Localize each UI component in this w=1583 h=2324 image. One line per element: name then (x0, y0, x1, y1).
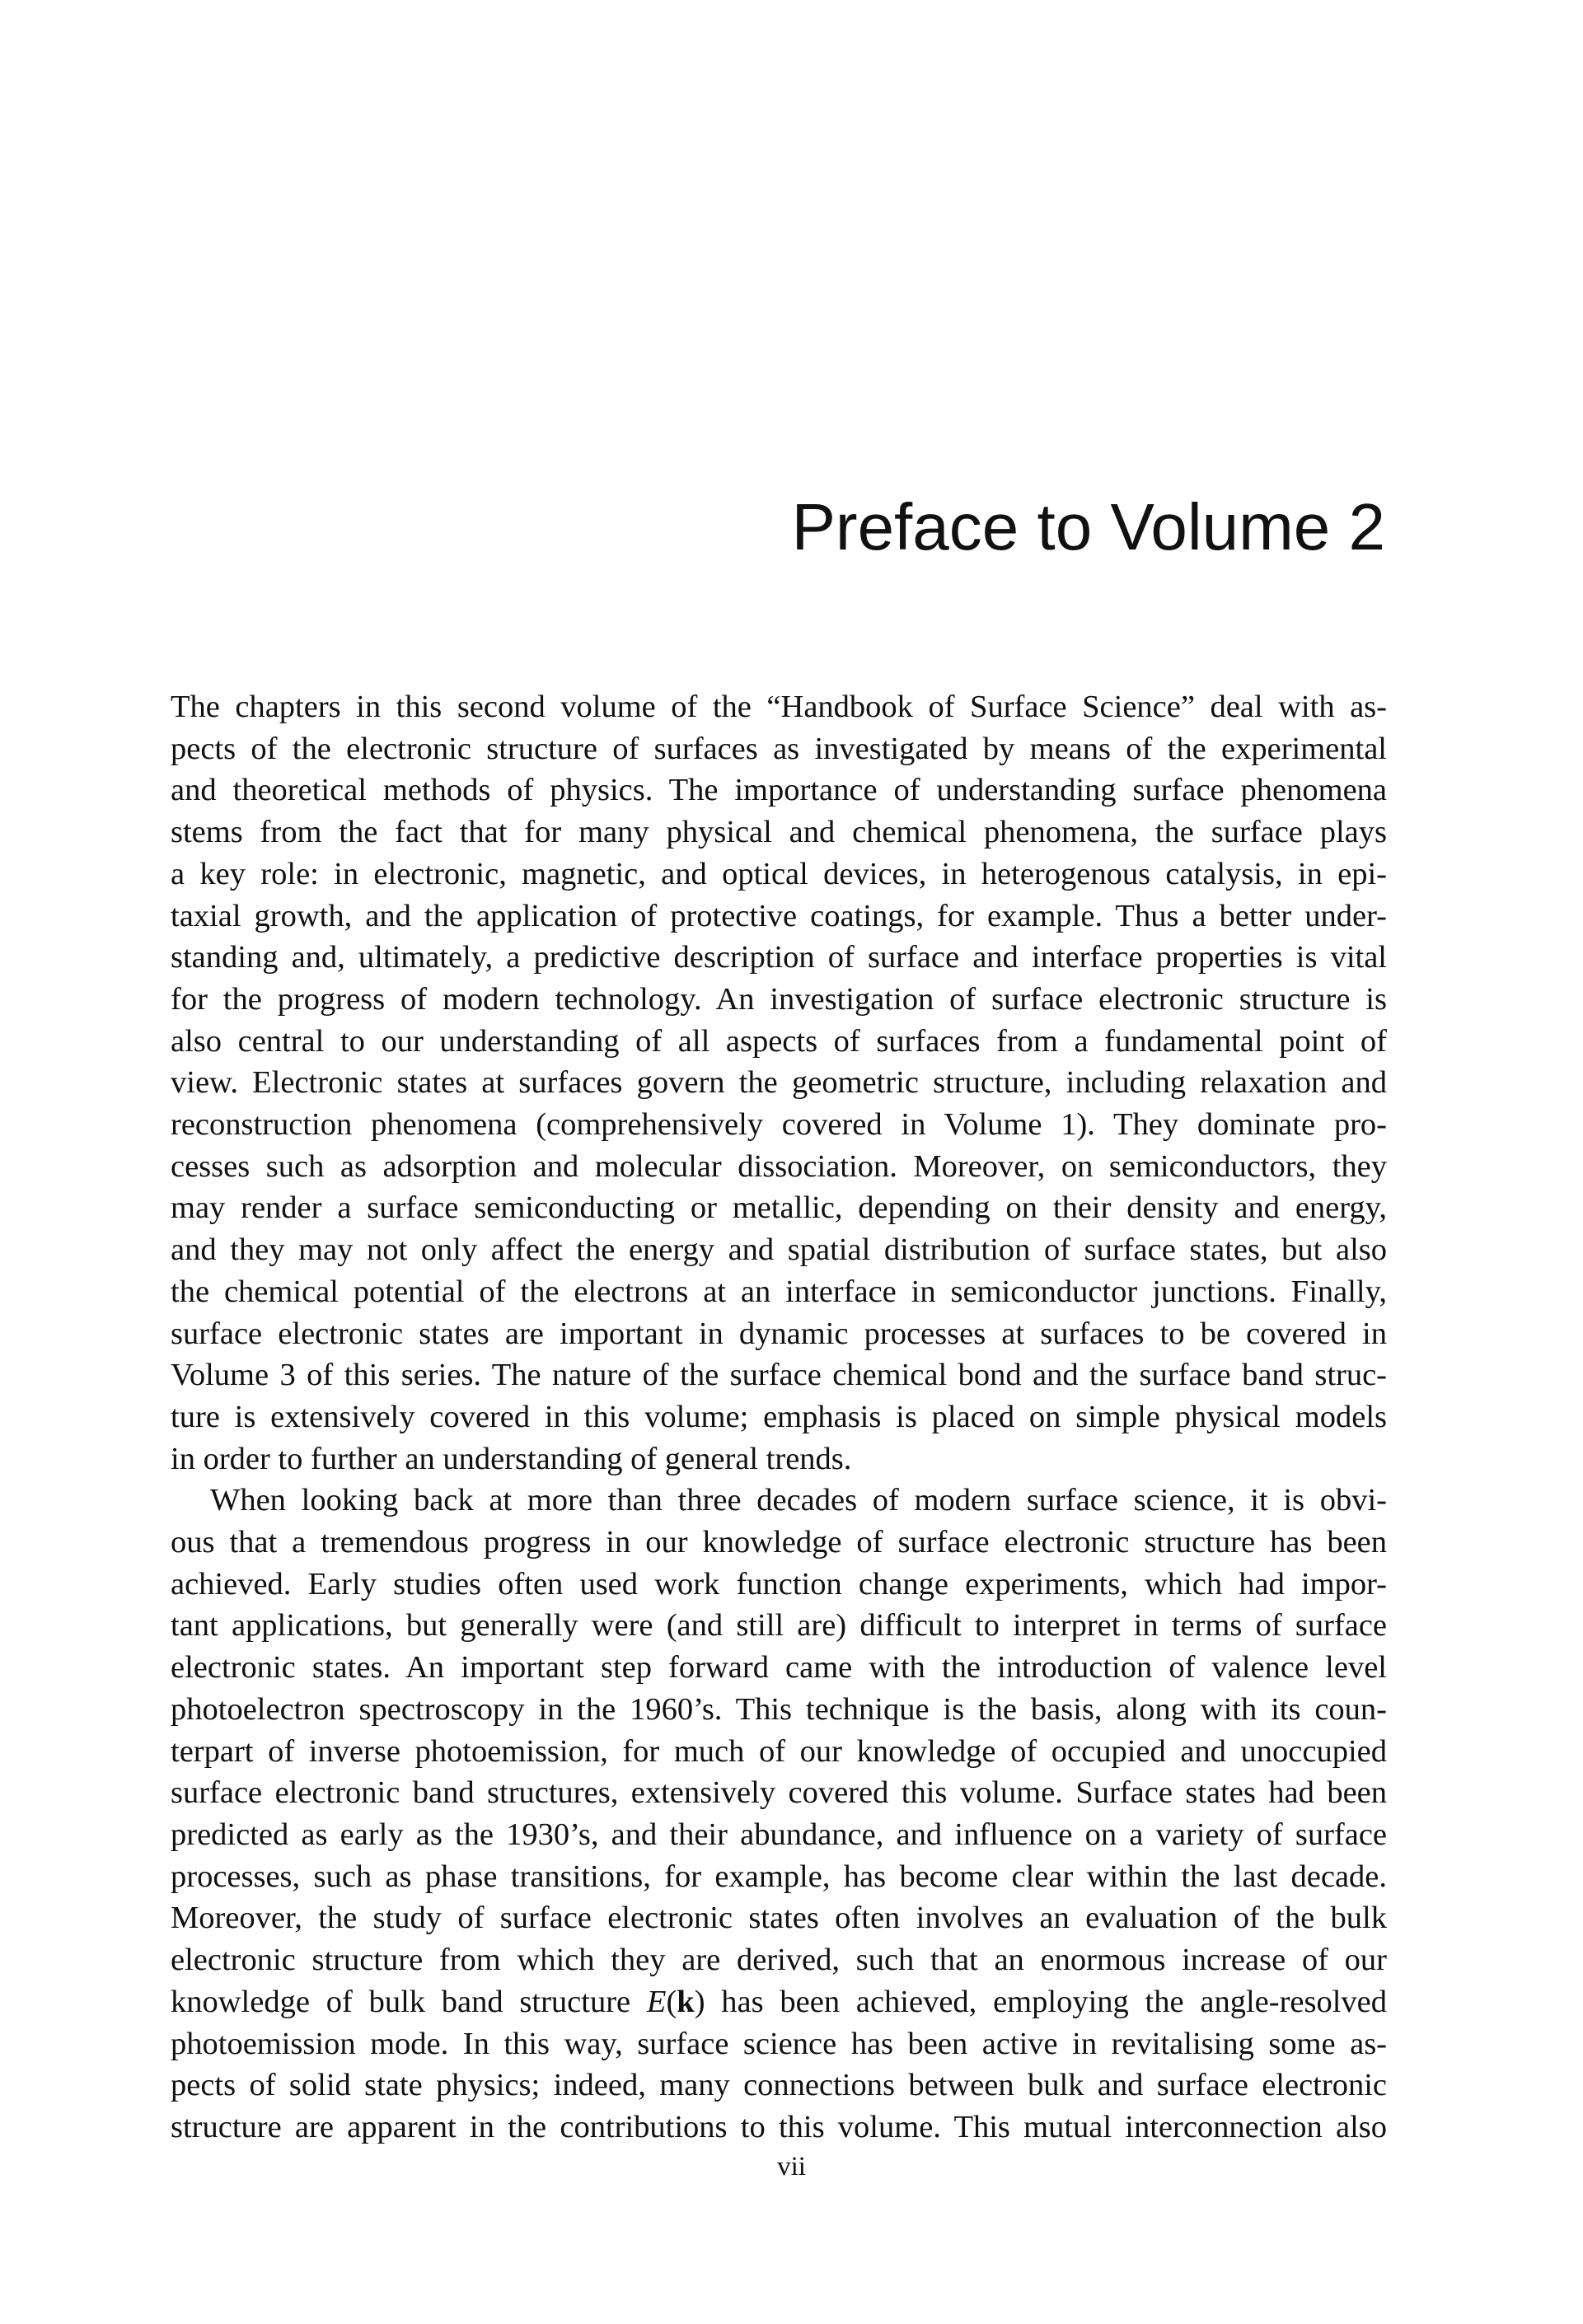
text-line: terpart of inverse photoemission, for much of our knowledge of occupied and unoccupied (171, 1733, 1387, 1769)
text-line: may render a surface semiconducting or metallic, depending on their density and energy, (171, 1190, 1387, 1226)
text-line: photoelectron spectroscopy in the 1960’s. This technique is the basis, along with its coun- (171, 1691, 1387, 1727)
text-line: view. Electronic states at surfaces govern the geometric structure, including relaxation and (171, 1065, 1387, 1101)
text-line: The chapters in this second volume of the “Handbook of Surface Science” deal with as- (171, 690, 1387, 724)
math-symbol-e: E (646, 1984, 667, 2019)
text-line: standing and, ultimately, a predictive description of surface and interface properties is vital (171, 940, 1387, 975)
text-line: surface electronic band structures, extensively covered this volume. Surface states had been (171, 1775, 1387, 1811)
text-line: structure are apparent in the contributions to this volume. This mutual interconnection also (171, 2109, 1387, 2144)
text-line: electronic states. An important step forward came with the introduction of valence level (171, 1650, 1387, 1686)
text-line: When looking back at more than three decades of modern surface science, it is obvi- (210, 1483, 1387, 1518)
text-line: for the progress of modern technology. An investigation of surface electronic structure is (171, 981, 1387, 1017)
text-line: pects of the electronic structure of surfaces as investigated by means of the experimental (171, 731, 1387, 766)
text-line: surface electronic states are important in dynamic processes at surfaces to be covered in (171, 1316, 1387, 1351)
text-line: in order to further an understanding of general trends. (171, 1441, 852, 1476)
page-number: vii (777, 2152, 806, 2181)
text-line: pects of solid state physics; indeed, many connections between bulk and surface electronic (171, 2068, 1387, 2103)
text-line: ture is extensively covered in this volume; emphasis is placed on simple physical models (171, 1399, 1387, 1434)
text-line: cesses such as adsorption and molecular dissociation. Moreover, on semiconductors, they (171, 1148, 1387, 1184)
text-line: the chemical potential of the electrons at an interface in semiconductor junctions. Finally, (171, 1274, 1387, 1309)
text-line: achieved. Early studies often used work function change experiments, which had impor- (171, 1566, 1387, 1602)
text-line: and they may not only affect the energy and spatial distribution of surface states, but also (171, 1232, 1387, 1268)
text-line: Volume 3 of this series. The nature of the surface chemical bond and the surface band struc- (171, 1358, 1387, 1393)
math-symbol-k: k (677, 1984, 695, 2019)
text-line: tant applications, but generally were (and still are) difficult to interpret in terms of surface (171, 1608, 1387, 1644)
paragraph-2 (171, 1480, 1387, 2148)
text-line: photoemission mode. In this way, surface science has been active in revitalising some as- (171, 2026, 1387, 2061)
text-line: and theoretical methods of physics. The importance of understanding surface phenomena (171, 773, 1387, 808)
text-line: ous that a tremendous progress in our knowledge of surface electronic structure has been (171, 1525, 1387, 1560)
paragraph-1 (171, 686, 1387, 1480)
text-line: electronic structure from which they are derived, such that an enormous increase of our (171, 1943, 1387, 1978)
text-line: predicted as early as the 1930’s, and their abundance, and influence on a variety of surface (171, 1817, 1387, 1852)
chapter-title: Preface to Volume 2 (791, 490, 1385, 563)
text-line: processes, such as phase transitions, for example, has become clear within the last decade. (171, 1859, 1387, 1894)
text-line: reconstruction phenomena (comprehensively covered in Volume 1). They dominate pro- (171, 1107, 1387, 1143)
text-line: taxial growth, and the application of protective coatings, for example. Thus a better under- (171, 898, 1387, 933)
text-line: stems from the fact that for many physical and chemical phenomena, the surface plays (171, 815, 1387, 850)
text-line: Moreover, the study of surface electronic states often involves an evaluation of the bulk (171, 1901, 1387, 1936)
text-line: a key role: in electronic, magnetic, and optical devices, in heterogenous catalysis, in epi- (171, 856, 1387, 891)
body-text (171, 686, 1387, 2149)
text-line-with-math: knowledge of bulk band structure E(k) has been achieved, employing the angle-resolved (171, 1984, 1387, 2019)
text-line: also central to our understanding of all aspects of surfaces from a fundamental point of (171, 1023, 1387, 1059)
